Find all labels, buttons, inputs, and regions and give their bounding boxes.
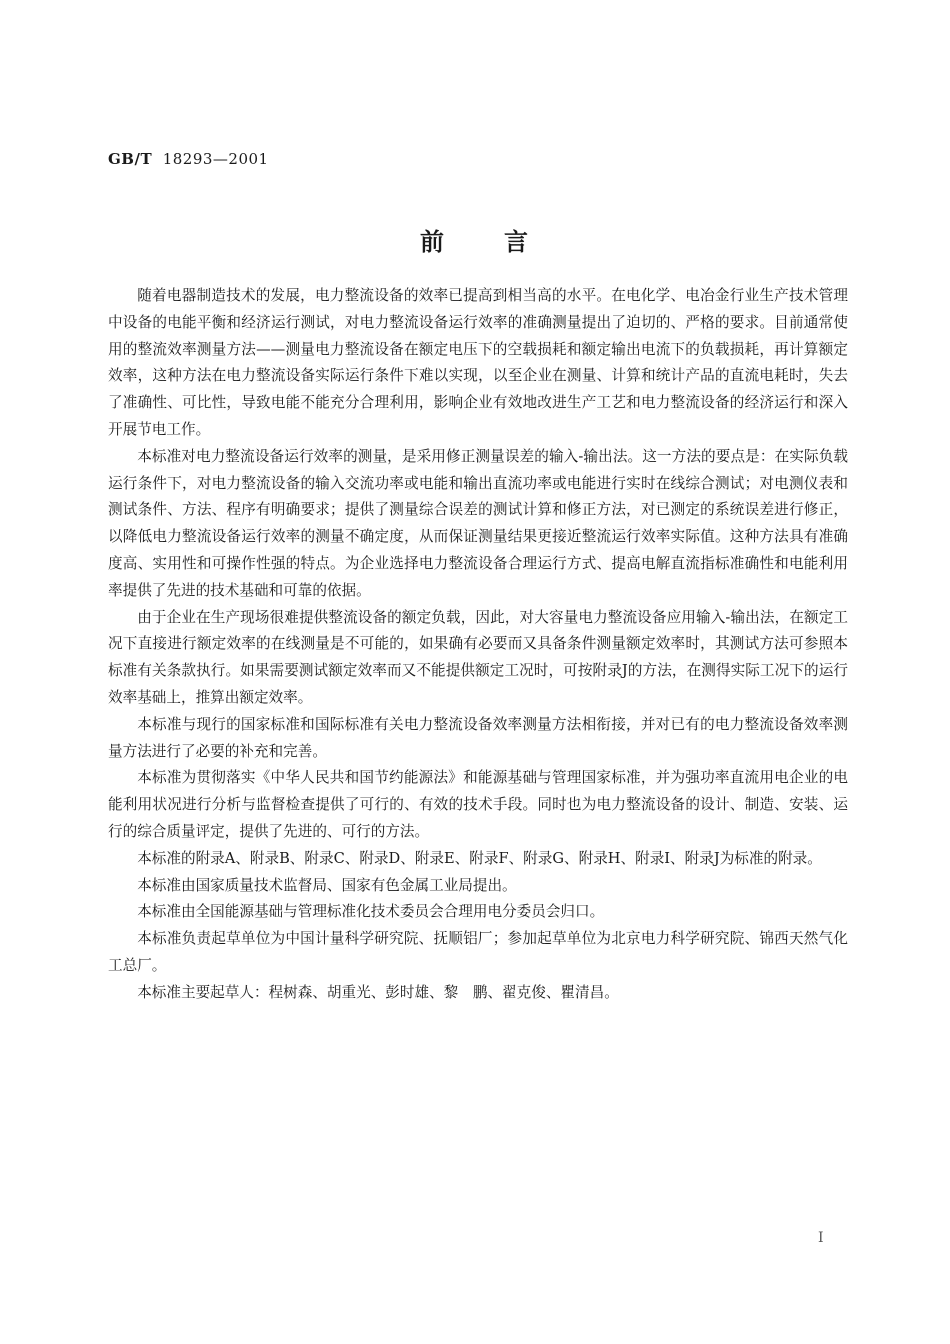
- foreword-body: [108, 283, 848, 1007]
- page-number: I: [818, 1230, 824, 1246]
- paragraph-6: 本标准的附录A、附录B、附录C、附录D、附录E、附录F、附录G、附录H、附录I、附录J为标准的附录。: [137, 849, 822, 867]
- paragraph-8: 本标准由全国能源基础与管理标准化技术委员会合理用电分委员会归口。: [137, 903, 605, 921]
- paragraph-5: 本标准为贯彻落实《中华人民共和国节约能源法》和能源基础与管理国家标准，并为强功率直流用电企业的电能利用状况进行分析与监督检查提供了可行的、有效的技术手段。同时也为电力整流设备的设计、制造、安装、运行的综合质量评定，提供了先进的、可行的方法。: [108, 769, 848, 840]
- page-title: [0, 222, 950, 257]
- standard-number: 18293—2001: [162, 150, 269, 168]
- paragraph-10: 本标准主要起草人：程树森、胡重光、彭时雄、黎 鹏、翟克俊、瞿清昌。: [137, 983, 619, 1001]
- title-char-2: 言: [504, 227, 530, 256]
- standard-code: [108, 150, 269, 168]
- paragraph-7: 本标准由国家质量技术监督局、国家有色金属工业局提出。: [137, 876, 517, 894]
- paragraph-1: 随着电器制造技术的发展，电力整流设备的效率已提高到相当高的水平。在电化学、电冶金行业生产技术管理中设备的电能平衡和经济运行测试，对电力整流设备运行效率的准确测量提出了迫切的、严格的要求。目前通常使用的整流效率测量方法——测量电力整流设备在额定电压下的空载损耗和额定输出电流下的负载损耗，再计算额定效率，这种方法在电力整流设备实际运行条件下难以实现，以至企业在测量、计算和统计产品的直流电耗时，失去了准确性、可比性，导致电能不能充分合理利用，影响企业有效地改进生产工艺和电力整流设备的经济运行和深入开展节电工作。: [108, 287, 848, 438]
- title-char-1: 前: [420, 227, 446, 256]
- paragraph-3: 由于企业在生产现场很难提供整流设备的额定负载，因此，对大容量电力整流设备应用输入-输出法，在额定工况下直接进行额定效率的在线测量是不可能的，如果确有必要而又具备条件测量额定效率时，其测试方法可参照本标准有关条款执行。如果需要测试额定效率而又不能提供额定工况时，可按附录J的方法，在测得实际工况下的运行效率基础上，推算出额定效率。: [108, 608, 848, 706]
- paragraph-9: 本标准负责起草单位为中国计量科学研究院、抚顺铝厂；参加起草单位为北京电力科学研究院、锦西天然气化工总厂。: [108, 930, 848, 974]
- paragraph-4: 本标准与现行的国家标准和国际标准有关电力整流设备效率测量方法相衔接，并对已有的电力整流设备效率测量方法进行了必要的补充和完善。: [108, 715, 848, 760]
- standard-prefix: GB/T: [108, 150, 153, 168]
- paragraph-2: 本标准对电力整流设备运行效率的测量，是采用修正测量误差的输入-输出法。这一方法的要点是：在实际负载运行条件下，对电力整流设备的输入交流功率或电能和输出直流功率或电能进行实时在线综合测试；对电测仪表和测试条件、方法、程序有明确要求；提供了测量综合误差的测试计算和修正方法，对已测定的系统误差进行修正，以降低电力整流设备运行效率的测量不确定度，从而保证测量结果更接近整流运行效率实际值。这种方法具有准确度高、实用性和可操作性强的特点。为企业选择电力整流设备合理运行方式、提高电解直流指标准确性和电能利用率提供了先进的技术基础和可靠的依据。: [108, 447, 848, 599]
